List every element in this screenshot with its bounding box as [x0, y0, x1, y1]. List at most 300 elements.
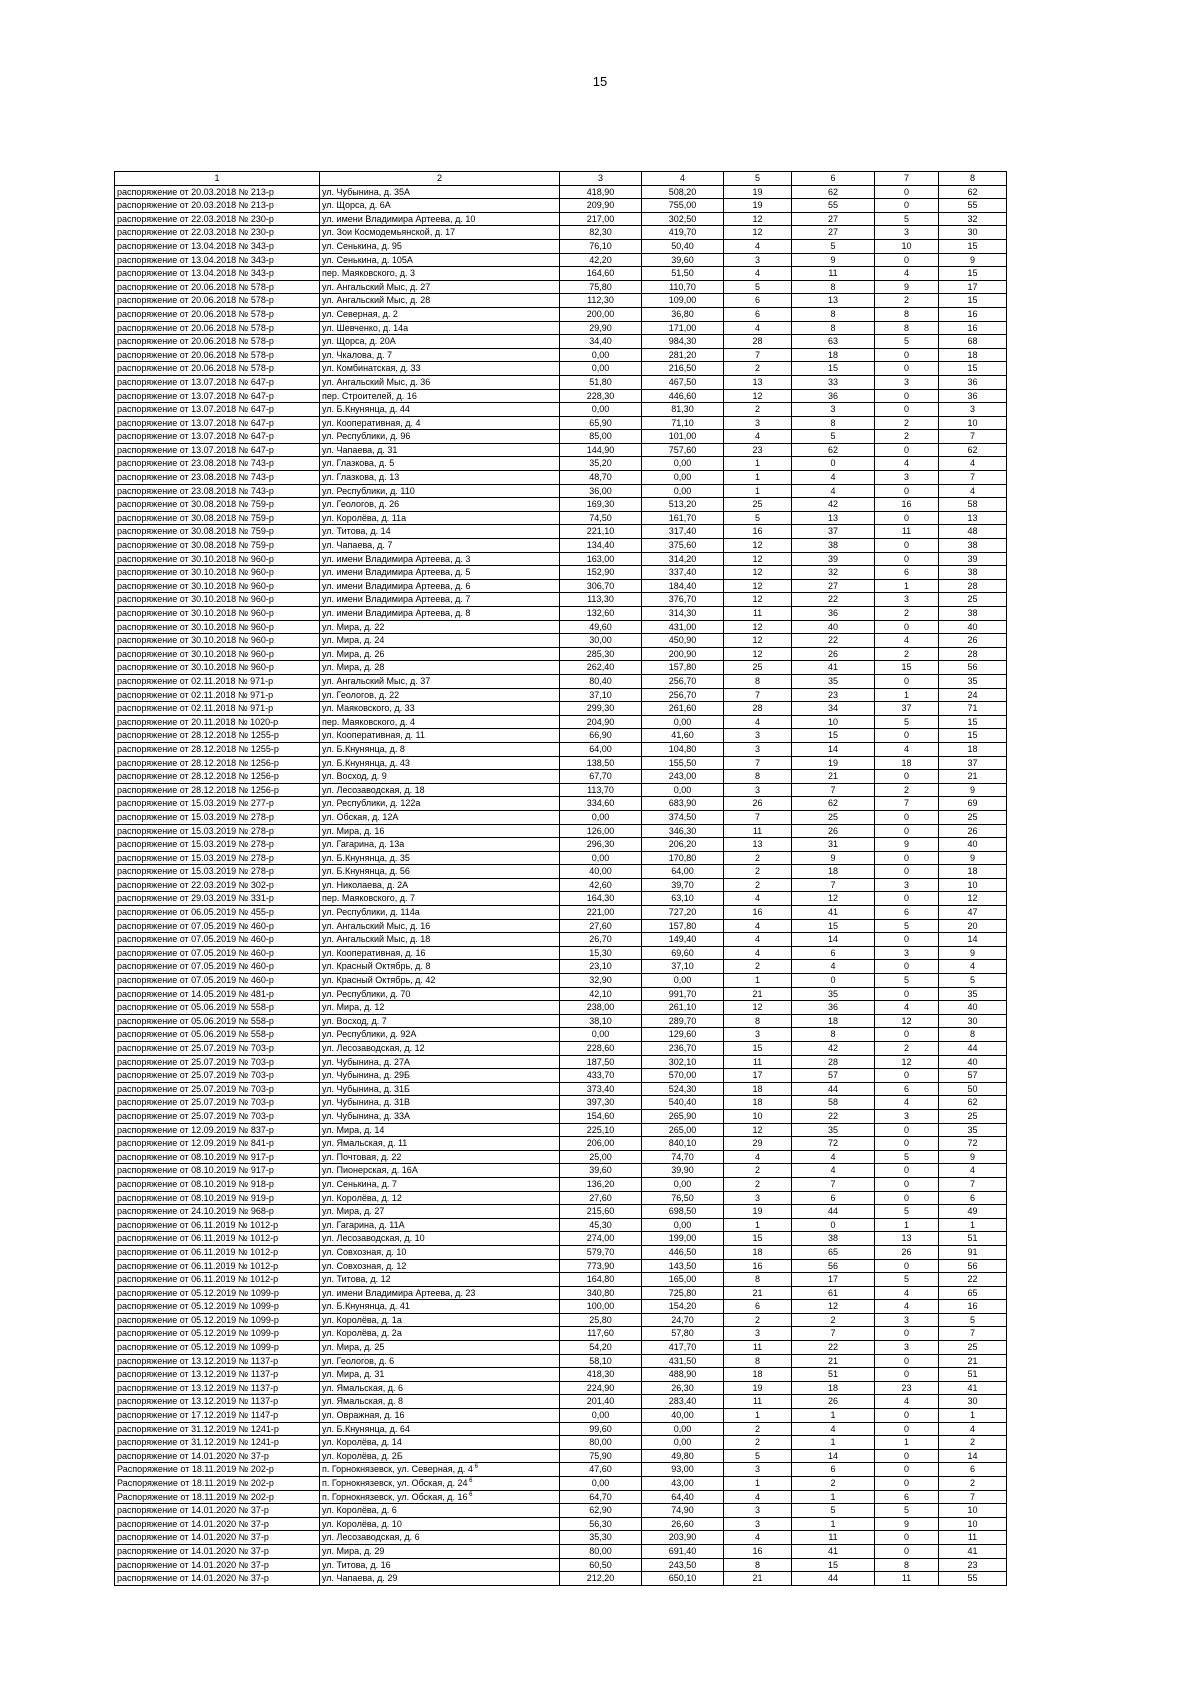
order-cell: распоряжение от 29.03.2019 № 331-р	[115, 892, 320, 906]
total-cell: 16	[939, 321, 1007, 335]
total-cell: 7	[939, 1490, 1007, 1504]
order-cell: распоряжение от 05.12.2019 № 1099-р	[115, 1313, 320, 1327]
address-cell: ул. Ангальский Мыс, д. 36	[320, 375, 560, 389]
total-cell: 10	[939, 416, 1007, 430]
count-1-cell: 44	[792, 1082, 875, 1096]
count-1-cell: 4	[792, 960, 875, 974]
order-cell: распоряжение от 14.01.2020 № 37-р	[115, 1531, 320, 1545]
count-2-cell: 4	[875, 1286, 939, 1300]
area-2-cell: 157,80	[642, 661, 724, 675]
order-cell: распоряжение от 30.10.2018 № 960-р	[115, 566, 320, 580]
count-2-cell: 4	[875, 1096, 939, 1110]
count-1-cell: 36	[792, 389, 875, 403]
address-cell: ул. Титова, д. 16	[320, 1558, 560, 1572]
area-2-cell: 39,60	[642, 253, 724, 267]
buildings-cell: 11	[724, 1395, 792, 1409]
area-2-cell: 43,00	[642, 1477, 724, 1491]
count-2-cell: 12	[875, 1014, 939, 1028]
total-cell: 62	[939, 443, 1007, 457]
address-cell: ул. Королёва, д. 11а	[320, 511, 560, 525]
area-1-cell: 144,90	[560, 443, 642, 457]
column-header: 2	[320, 172, 560, 186]
order-cell: распоряжение от 31.12.2019 № 1241-р	[115, 1436, 320, 1450]
count-1-cell: 31	[792, 838, 875, 852]
area-2-cell: 104,80	[642, 742, 724, 756]
count-2-cell: 15	[875, 661, 939, 675]
order-cell: распоряжение от 07.05.2019 № 460-р	[115, 960, 320, 974]
total-cell: 50	[939, 1082, 1007, 1096]
count-1-cell: 7	[792, 1327, 875, 1341]
order-cell: распоряжение от 28.12.2018 № 1255-р	[115, 742, 320, 756]
buildings-cell: 8	[724, 770, 792, 784]
address-cell: ул. Щорса, д. 6А	[320, 199, 560, 213]
area-2-cell: 261,10	[642, 1001, 724, 1015]
table-row	[115, 688, 1007, 702]
buildings-cell: 4	[724, 715, 792, 729]
count-1-cell: 27	[792, 212, 875, 226]
area-2-cell: 0,00	[642, 974, 724, 988]
table-row	[115, 824, 1007, 838]
area-1-cell: 67,70	[560, 770, 642, 784]
total-cell: 1	[939, 1409, 1007, 1423]
count-1-cell: 4	[792, 1422, 875, 1436]
order-cell: распоряжение от 07.05.2019 № 460-р	[115, 946, 320, 960]
total-cell: 26	[939, 824, 1007, 838]
count-1-cell: 35	[792, 674, 875, 688]
address-cell: ул. Геологов, д. 22	[320, 688, 560, 702]
total-cell: 7	[939, 471, 1007, 485]
count-2-cell: 0	[875, 1463, 939, 1477]
count-1-cell: 36	[792, 607, 875, 621]
area-2-cell: 57,80	[642, 1327, 724, 1341]
count-1-cell: 44	[792, 1572, 875, 1586]
buildings-cell: 4	[724, 892, 792, 906]
area-1-cell: 0,00	[560, 1409, 642, 1423]
buildings-cell: 6	[724, 307, 792, 321]
table-row	[115, 1572, 1007, 1586]
buildings-cell: 4	[724, 1490, 792, 1504]
address-cell: ул. Восход, д. 9	[320, 770, 560, 784]
count-1-cell: 18	[792, 865, 875, 879]
count-1-cell: 26	[792, 1395, 875, 1409]
area-2-cell: 51,50	[642, 267, 724, 281]
address-cell: ул. имени Владимира Артеева, д. 10	[320, 212, 560, 226]
table-row	[115, 1395, 1007, 1409]
table-row	[115, 511, 1007, 525]
total-cell: 10	[939, 878, 1007, 892]
count-2-cell: 0	[875, 1422, 939, 1436]
area-2-cell: 161,70	[642, 511, 724, 525]
count-2-cell: 0	[875, 1191, 939, 1205]
address-cell: ул. имени Владимира Артеева, д. 7	[320, 593, 560, 607]
total-cell: 48	[939, 525, 1007, 539]
address-cell: ул. Сенькина, д. 105А	[320, 253, 560, 267]
address-cell: ул. Королёва, д. 2а	[320, 1327, 560, 1341]
area-1-cell: 224,90	[560, 1381, 642, 1395]
address-cell: ул. имени Владимира Артеева, д. 6	[320, 579, 560, 593]
area-1-cell: 56,30	[560, 1517, 642, 1531]
count-1-cell: 62	[792, 185, 875, 199]
area-2-cell: 450,90	[642, 634, 724, 648]
area-1-cell: 66,90	[560, 729, 642, 743]
buildings-cell: 12	[724, 566, 792, 580]
count-1-cell: 14	[792, 933, 875, 947]
table-row	[115, 1109, 1007, 1123]
area-1-cell: 212,20	[560, 1572, 642, 1586]
count-2-cell: 2	[875, 1042, 939, 1056]
order-cell: распоряжение от 25.07.2019 № 703-р	[115, 1069, 320, 1083]
count-2-cell: 0	[875, 1544, 939, 1558]
area-2-cell: 101,00	[642, 430, 724, 444]
area-1-cell: 201,40	[560, 1395, 642, 1409]
count-2-cell: 4	[875, 457, 939, 471]
area-1-cell: 0,00	[560, 403, 642, 417]
buildings-cell: 8	[724, 1273, 792, 1287]
area-2-cell: 302,10	[642, 1055, 724, 1069]
table-row	[115, 674, 1007, 688]
table-row	[115, 457, 1007, 471]
area-2-cell: 991,70	[642, 987, 724, 1001]
table-body	[115, 172, 1007, 1586]
area-1-cell: 38,10	[560, 1014, 642, 1028]
buildings-cell: 7	[724, 756, 792, 770]
count-2-cell: 0	[875, 1164, 939, 1178]
buildings-cell: 4	[724, 1150, 792, 1164]
order-cell: распоряжение от 05.06.2019 № 558-р	[115, 1028, 320, 1042]
table-header-row	[115, 172, 1007, 186]
area-1-cell: 397,30	[560, 1096, 642, 1110]
count-2-cell: 4	[875, 1395, 939, 1409]
area-1-cell: 217,00	[560, 212, 642, 226]
order-cell: распоряжение от 07.05.2019 № 460-р	[115, 919, 320, 933]
count-2-cell: 0	[875, 484, 939, 498]
area-1-cell: 64,70	[560, 1490, 642, 1504]
count-2-cell: 0	[875, 1477, 939, 1491]
area-1-cell: 340,80	[560, 1286, 642, 1300]
buildings-cell: 4	[724, 933, 792, 947]
area-1-cell: 200,00	[560, 307, 642, 321]
table-row	[115, 1150, 1007, 1164]
count-1-cell: 38	[792, 1232, 875, 1246]
buildings-cell: 17	[724, 1069, 792, 1083]
order-cell: распоряжение от 20.11.2018 № 1020-р	[115, 715, 320, 729]
table-row	[115, 1341, 1007, 1355]
table-row	[115, 1191, 1007, 1205]
total-cell: 35	[939, 1123, 1007, 1137]
area-1-cell: 117,60	[560, 1327, 642, 1341]
address-cell: ул. Чапаева, д. 29	[320, 1572, 560, 1586]
address-cell: ул. Королёва, д. 1а	[320, 1313, 560, 1327]
area-2-cell: 110,70	[642, 280, 724, 294]
area-2-cell: 149,40	[642, 933, 724, 947]
total-cell: 40	[939, 1001, 1007, 1015]
count-1-cell: 72	[792, 1137, 875, 1151]
table-row	[115, 226, 1007, 240]
buildings-cell: 2	[724, 960, 792, 974]
buildings-cell: 2	[724, 878, 792, 892]
address-cell: п. Горнокнязевск, ул. Обская, д. 24 $^6$	[320, 1477, 560, 1491]
table-row	[115, 199, 1007, 213]
count-1-cell: 32	[792, 566, 875, 580]
table-row	[115, 661, 1007, 675]
area-2-cell: 755,00	[642, 199, 724, 213]
area-1-cell: 27,60	[560, 1191, 642, 1205]
count-2-cell: 0	[875, 389, 939, 403]
order-cell: распоряжение от 14.01.2020 № 37-р	[115, 1449, 320, 1463]
order-cell: распоряжение от 15.03.2019 № 278-р	[115, 865, 320, 879]
buildings-cell: 12	[724, 539, 792, 553]
address-cell: ул. Лесозаводская, д. 18	[320, 783, 560, 797]
area-2-cell: 200,90	[642, 647, 724, 661]
area-1-cell: 579,70	[560, 1245, 642, 1259]
total-cell: 15	[939, 267, 1007, 281]
count-2-cell: 0	[875, 729, 939, 743]
address-cell: ул. Мира, д. 27	[320, 1205, 560, 1219]
buildings-cell: 1	[724, 457, 792, 471]
buildings-cell: 16	[724, 1259, 792, 1273]
area-1-cell: 0,00	[560, 362, 642, 376]
total-cell: 36	[939, 389, 1007, 403]
housing-table	[114, 171, 1007, 1586]
count-2-cell: 0	[875, 1449, 939, 1463]
order-cell: распоряжение от 30.10.2018 № 960-р	[115, 661, 320, 675]
address-cell: ул. Республики, д. 114а	[320, 906, 560, 920]
count-1-cell: 34	[792, 702, 875, 716]
order-cell: распоряжение от 22.03.2018 № 230-р	[115, 212, 320, 226]
total-cell: 9	[939, 253, 1007, 267]
count-1-cell: 18	[792, 1381, 875, 1395]
address-cell: ул. Б.Кнунянца, д. 43	[320, 756, 560, 770]
buildings-cell: 1	[724, 484, 792, 498]
area-2-cell: 375,60	[642, 539, 724, 553]
count-1-cell: 57	[792, 1069, 875, 1083]
total-cell: 38	[939, 539, 1007, 553]
area-1-cell: 126,00	[560, 824, 642, 838]
area-1-cell: 29,90	[560, 321, 642, 335]
count-2-cell: 8	[875, 1558, 939, 1572]
column-header: 4	[642, 172, 724, 186]
address-cell: ул. Королёва, д. 2Б	[320, 1449, 560, 1463]
table-row	[115, 770, 1007, 784]
table-row	[115, 307, 1007, 321]
area-2-cell: 63,10	[642, 892, 724, 906]
total-cell: 9	[939, 783, 1007, 797]
total-cell: 40	[939, 620, 1007, 634]
area-2-cell: 165,00	[642, 1273, 724, 1287]
area-2-cell: 488,90	[642, 1368, 724, 1382]
order-cell: распоряжение от 15.03.2019 № 278-р	[115, 810, 320, 824]
count-2-cell: 4	[875, 742, 939, 756]
area-1-cell: 0,00	[560, 810, 642, 824]
count-2-cell: 0	[875, 824, 939, 838]
address-cell: ул. Чапаева, д. 31	[320, 443, 560, 457]
address-cell: пер. Маяковского, д. 3	[320, 267, 560, 281]
buildings-cell: 3	[724, 253, 792, 267]
order-cell: распоряжение от 06.11.2019 № 1012-р	[115, 1245, 320, 1259]
address-cell: ул. Республики, д. 110	[320, 484, 560, 498]
address-cell: ул. Королёва, д. 12	[320, 1191, 560, 1205]
total-cell: 22	[939, 1273, 1007, 1287]
table-row	[115, 1531, 1007, 1545]
table-row	[115, 1259, 1007, 1273]
area-1-cell: 225,10	[560, 1123, 642, 1137]
order-cell: распоряжение от 07.05.2019 № 460-р	[115, 933, 320, 947]
count-2-cell: 0	[875, 253, 939, 267]
area-2-cell: 50,40	[642, 239, 724, 253]
buildings-cell: 3	[724, 416, 792, 430]
count-1-cell: 35	[792, 987, 875, 1001]
buildings-cell: 4	[724, 946, 792, 960]
count-1-cell: 1	[792, 1517, 875, 1531]
area-1-cell: 30,00	[560, 634, 642, 648]
total-cell: 4	[939, 484, 1007, 498]
table-row	[115, 335, 1007, 349]
area-1-cell: 0,00	[560, 1028, 642, 1042]
count-2-cell: 8	[875, 321, 939, 335]
area-1-cell: 49,60	[560, 620, 642, 634]
total-cell: 30	[939, 1014, 1007, 1028]
buildings-cell: 12	[724, 212, 792, 226]
count-1-cell: 21	[792, 1354, 875, 1368]
area-1-cell: 164,30	[560, 892, 642, 906]
area-1-cell: 296,30	[560, 838, 642, 852]
area-2-cell: 265,90	[642, 1109, 724, 1123]
table-row	[115, 729, 1007, 743]
total-cell: 20	[939, 919, 1007, 933]
total-cell: 9	[939, 851, 1007, 865]
address-cell: ул. Совхозная, д. 10	[320, 1245, 560, 1259]
address-cell: ул. Чубынина, д. 27А	[320, 1055, 560, 1069]
buildings-cell: 5	[724, 511, 792, 525]
total-cell: 11	[939, 1531, 1007, 1545]
order-cell: распоряжение от 15.03.2019 № 278-р	[115, 838, 320, 852]
area-1-cell: 54,20	[560, 1341, 642, 1355]
count-1-cell: 1	[792, 1436, 875, 1450]
address-cell: ул. Северная, д. 2	[320, 307, 560, 321]
order-cell: распоряжение от 05.12.2019 № 1099-р	[115, 1327, 320, 1341]
area-1-cell: 773,90	[560, 1259, 642, 1273]
area-1-cell: 221,10	[560, 525, 642, 539]
table-row	[115, 797, 1007, 811]
order-cell: распоряжение от 23.08.2018 № 743-р	[115, 457, 320, 471]
buildings-cell: 2	[724, 1177, 792, 1191]
total-cell: 36	[939, 375, 1007, 389]
count-1-cell: 2	[792, 1477, 875, 1491]
area-2-cell: 431,50	[642, 1354, 724, 1368]
area-2-cell: 256,70	[642, 688, 724, 702]
total-cell: 12	[939, 892, 1007, 906]
order-cell: распоряжение от 13.04.2018 № 343-р	[115, 253, 320, 267]
count-1-cell: 36	[792, 1001, 875, 1015]
area-2-cell: 39,70	[642, 878, 724, 892]
area-1-cell: 76,10	[560, 239, 642, 253]
area-2-cell: 289,70	[642, 1014, 724, 1028]
total-cell: 18	[939, 348, 1007, 362]
total-cell: 6	[939, 1191, 1007, 1205]
order-cell: распоряжение от 02.11.2018 № 971-р	[115, 688, 320, 702]
table-row	[115, 987, 1007, 1001]
order-cell: распоряжение от 13.07.2018 № 647-р	[115, 430, 320, 444]
area-1-cell: 209,90	[560, 199, 642, 213]
buildings-cell: 3	[724, 729, 792, 743]
count-1-cell: 4	[792, 471, 875, 485]
count-2-cell: 3	[875, 878, 939, 892]
area-2-cell: 698,50	[642, 1205, 724, 1219]
area-1-cell: 60,50	[560, 1558, 642, 1572]
total-cell: 47	[939, 906, 1007, 920]
area-1-cell: 36,00	[560, 484, 642, 498]
area-1-cell: 25,00	[560, 1150, 642, 1164]
total-cell: 57	[939, 1069, 1007, 1083]
buildings-cell: 3	[724, 1191, 792, 1205]
table-row	[115, 919, 1007, 933]
total-cell: 41	[939, 1381, 1007, 1395]
total-cell: 30	[939, 1395, 1007, 1409]
total-cell: 25	[939, 593, 1007, 607]
area-1-cell: 48,70	[560, 471, 642, 485]
address-cell: ул. Ангальский Мыс, д. 16	[320, 919, 560, 933]
count-2-cell: 0	[875, 1123, 939, 1137]
count-1-cell: 8	[792, 416, 875, 430]
count-1-cell: 56	[792, 1259, 875, 1273]
total-cell: 9	[939, 1150, 1007, 1164]
total-cell: 15	[939, 715, 1007, 729]
address-cell: ул. Чубынина, д. 29Б	[320, 1069, 560, 1083]
table-row	[115, 375, 1007, 389]
address-cell: п. Горнокнязевск, ул. Обская, д. 16 $^6$	[320, 1490, 560, 1504]
area-2-cell: 243,00	[642, 770, 724, 784]
count-1-cell: 13	[792, 511, 875, 525]
buildings-cell: 21	[724, 987, 792, 1001]
area-1-cell: 0,00	[560, 348, 642, 362]
count-2-cell: 23	[875, 1381, 939, 1395]
order-cell: распоряжение от 23.08.2018 № 743-р	[115, 484, 320, 498]
order-cell: распоряжение от 05.06.2019 № 558-р	[115, 1001, 320, 1015]
order-cell: распоряжение от 30.10.2018 № 960-р	[115, 620, 320, 634]
address-cell: ул. Б.Кнунянца, д. 56	[320, 865, 560, 879]
address-cell: ул. Николаева, д. 2А	[320, 878, 560, 892]
area-1-cell: 75,80	[560, 280, 642, 294]
area-1-cell: 274,00	[560, 1232, 642, 1246]
total-cell: 23	[939, 1558, 1007, 1572]
count-2-cell: 10	[875, 239, 939, 253]
count-1-cell: 44	[792, 1205, 875, 1219]
count-1-cell: 63	[792, 335, 875, 349]
address-cell: ул. Красный Октябрь, д. 8	[320, 960, 560, 974]
count-1-cell: 0	[792, 457, 875, 471]
area-1-cell: 65,90	[560, 416, 642, 430]
area-2-cell: 419,70	[642, 226, 724, 240]
total-cell: 55	[939, 199, 1007, 213]
total-cell: 39	[939, 552, 1007, 566]
column-header: 6	[792, 172, 875, 186]
total-cell: 13	[939, 511, 1007, 525]
total-cell: 4	[939, 1422, 1007, 1436]
order-cell: распоряжение от 20.03.2018 № 213-р	[115, 185, 320, 199]
order-cell: распоряжение от 13.12.2019 № 1137-р	[115, 1395, 320, 1409]
area-2-cell: 446,50	[642, 1245, 724, 1259]
count-2-cell: 0	[875, 810, 939, 824]
address-cell: ул. Кооперативная, д. 4	[320, 416, 560, 430]
order-cell: распоряжение от 13.07.2018 № 647-р	[115, 389, 320, 403]
table-row	[115, 593, 1007, 607]
address-cell: ул. Мира, д. 31	[320, 1368, 560, 1382]
total-cell: 16	[939, 307, 1007, 321]
table-row	[115, 1096, 1007, 1110]
total-cell: 41	[939, 1544, 1007, 1558]
area-2-cell: 281,20	[642, 348, 724, 362]
area-2-cell: 540,40	[642, 1096, 724, 1110]
